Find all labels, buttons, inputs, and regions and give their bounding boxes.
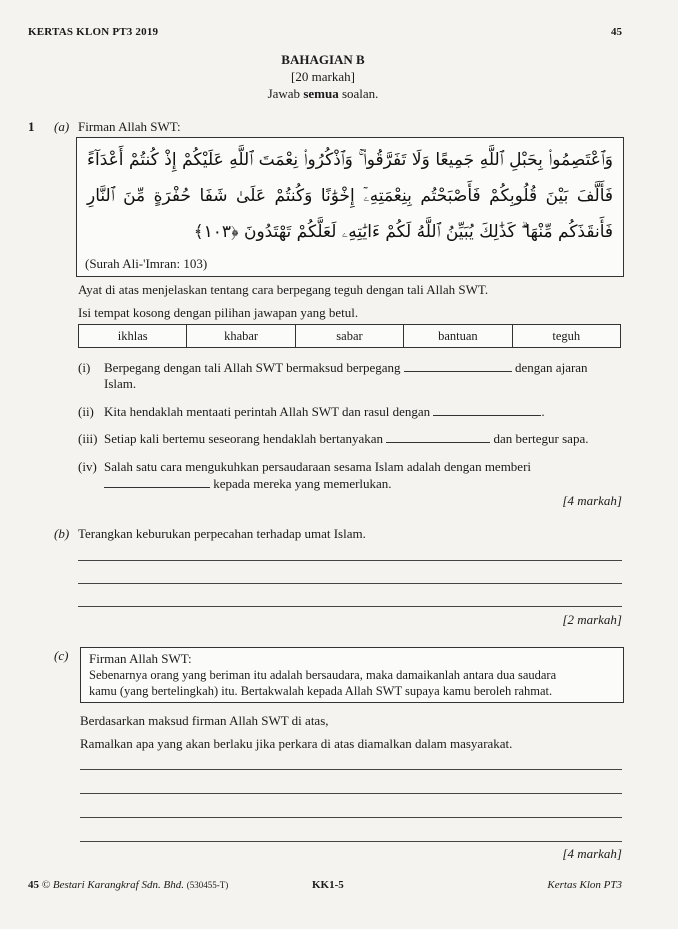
verse-explanation: Ayat di atas menjelaskan tentang cara berpegang teguh dengan tali Allah SWT. xyxy=(78,282,489,297)
item-ii-number: (ii) xyxy=(78,404,94,419)
box-line-2: kamu (yang bertelingkah) itu. Bertakwalah kepada Allah SWT supaya kamu beroleh rahmat. xyxy=(89,684,553,698)
part-a-marks: [4 markah] xyxy=(562,493,622,508)
arabic-verse: وَٱعْتَصِمُوا۟ بِحَبْلِ ٱللَّهِ جَمِيعًا وَلَا تَفَرَّقُوا۟ ۚ وَٱذْكُرُوا۟ نِعْمَتَ ٱللَّهِ عَلَيْكُمْ إِذْ كُنتُمْ أَعْدَآءً فَأَلَّفَ بَيْنَ قُلُوبِكُمْ فَأَصْبَحْتُم بِنِعْمَتِهِۦٓ إِخْوَٰنًا وَكُنتُمْ عَلَىٰ شَفَا حُفْرَةٍ مِّنَ ٱلنَّارِ فَأَنقَذَكُم مِّنْهَا ۗ كَذَٰلِكَ يُبَيِّنُ ٱللَّهُ لَكُمْ ءَايَٰتِهِۦ لَعَلَّكُمْ تَهْتَدُونَ ﴿١٠٣﴾ xyxy=(87,150,613,242)
options-table xyxy=(78,324,621,348)
option-cell: sabar xyxy=(295,325,403,348)
footer-left xyxy=(28,879,228,891)
answer-line[interactable] xyxy=(78,606,622,607)
item-iv-text: Salah satu cara mengukuhkan persaudaraan sesama Islam adalah dengan memberi xyxy=(104,459,532,474)
answer-blank[interactable] xyxy=(104,476,210,488)
item-iv-number: (iv) xyxy=(78,459,97,474)
item-i-text: Berpegang dengan tali Allah SWT bermaksud berpegang xyxy=(104,360,401,375)
option-cell: teguh xyxy=(512,325,620,348)
item-ii xyxy=(104,404,624,420)
section-instruction xyxy=(0,86,646,102)
part-b-marks: [2 markah] xyxy=(562,612,622,627)
part-a-intro: Firman Allah SWT: xyxy=(78,119,181,134)
answer-line[interactable] xyxy=(80,841,622,842)
footer-page-number: 45 xyxy=(28,879,39,891)
item-i xyxy=(104,360,624,376)
answer-line[interactable] xyxy=(80,793,622,794)
footer-code: KK1-5 xyxy=(312,879,344,891)
box-title: Firman Allah SWT: xyxy=(89,651,192,666)
footer-publisher: © Bestari Karangkraf Sdn. Bhd. xyxy=(41,879,184,891)
part-b-label: (b) xyxy=(54,526,70,541)
item-ii-text: Kita hendaklah mentaati perintah Allah SWT dan rasul dengan xyxy=(104,404,431,419)
instruction-pre: Jawab xyxy=(267,86,304,101)
answer-line[interactable] xyxy=(80,817,622,818)
instruction-bold: semua xyxy=(303,86,339,101)
answer-blank[interactable] xyxy=(433,404,541,416)
verse-citation: (Surah Ali-'Imran: 103) xyxy=(85,256,208,271)
footer-reg-no: (530455-T) xyxy=(186,880,229,890)
item-iii-text: Setiap kali bertemu seseorang hendaklah bertanyakan xyxy=(104,431,384,446)
section-title: BAHAGIAN B xyxy=(281,52,365,67)
part-a-label: (a) xyxy=(54,119,70,134)
answer-line[interactable] xyxy=(80,769,622,770)
header-title: KERTAS KLON PT3 2019 xyxy=(28,26,159,38)
option-cell: bantuan xyxy=(404,325,512,348)
option-cell: ikhlas xyxy=(79,325,187,348)
item-iii xyxy=(104,431,624,447)
item-iii-number: (iii) xyxy=(78,431,98,446)
part-c-question: Ramalkan apa yang akan berlaku jika perkara di atas diamalkan dalam masyarakat. xyxy=(80,736,513,751)
answer-line[interactable] xyxy=(78,583,622,584)
instruction-post: soalan. xyxy=(338,86,379,101)
box-line-1: Sebenarnya orang yang beriman itu adalah bersaudara, maka damaikanlah antara dua saudara xyxy=(89,668,557,682)
item-ii-text-after: . xyxy=(541,404,545,419)
header-page-number: 45 xyxy=(611,26,622,38)
part-c-context: Berdasarkan maksud firman Allah SWT di atas, xyxy=(80,713,329,728)
hadith-box xyxy=(80,647,624,703)
item-i-line2: Islam. xyxy=(104,376,137,391)
question-number: 1 xyxy=(28,119,35,134)
verse-box xyxy=(76,137,624,277)
part-c-marks: [4 markah] xyxy=(562,846,622,861)
answer-blank[interactable] xyxy=(404,360,512,372)
fill-instruction: Isi tempat kosong dengan pilihan jawapan yang betul. xyxy=(78,305,359,320)
answer-blank[interactable] xyxy=(386,431,490,443)
item-iii-text-after: dan bertegur sapa. xyxy=(493,431,589,446)
item-i-text-after: dengan ajaran xyxy=(515,360,588,375)
item-iv-line2 xyxy=(104,476,392,492)
item-i-number: (i) xyxy=(78,360,91,375)
item-iv-text-after: kepada mereka yang memerlukan. xyxy=(213,476,392,491)
section-marks: [20 markah] xyxy=(291,69,355,84)
footer-series: Kertas Klon PT3 xyxy=(547,879,622,891)
option-cell: khabar xyxy=(187,325,295,348)
part-c-label: (c) xyxy=(54,648,69,663)
part-b-question: Terangkan keburukan perpecahan terhadap umat Islam. xyxy=(78,526,366,541)
answer-line[interactable] xyxy=(78,560,622,561)
